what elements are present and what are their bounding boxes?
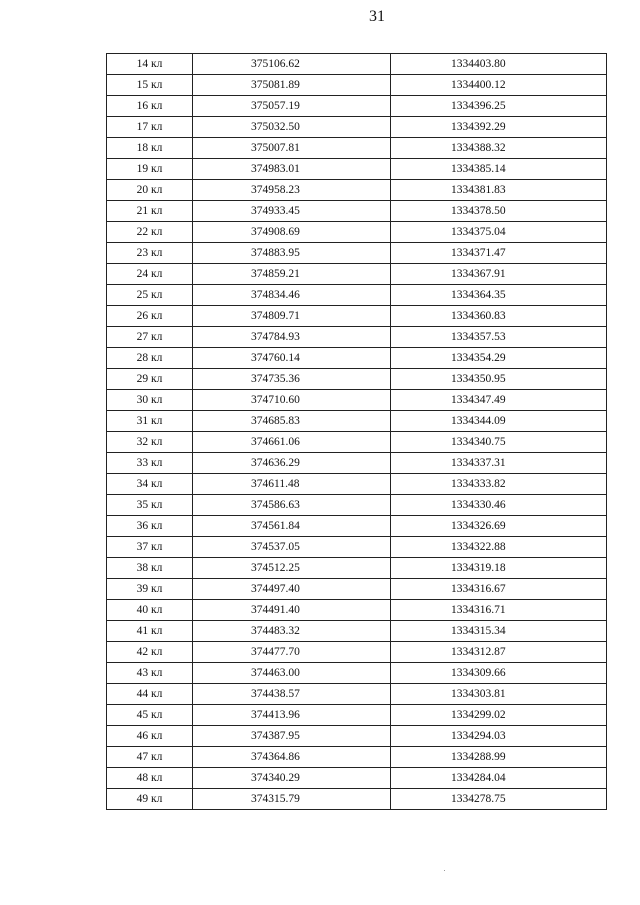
y-coordinate-cell: 1334326.69: [391, 516, 607, 537]
point-label-cell: 37 кл: [107, 537, 193, 558]
table-row: [107, 327, 607, 348]
table-row: [107, 285, 607, 306]
table-row: [107, 768, 607, 789]
table-row: [107, 264, 607, 285]
table-row: [107, 642, 607, 663]
x-coordinate-cell: 374364.86: [193, 747, 391, 768]
x-coordinate-cell: 374413.96: [193, 705, 391, 726]
y-coordinate-cell: 1334367.91: [391, 264, 607, 285]
y-coordinate-cell: 1334350.95: [391, 369, 607, 390]
table-row: [107, 369, 607, 390]
y-coordinate-cell: 1334303.81: [391, 684, 607, 705]
x-coordinate-cell: 374491.40: [193, 600, 391, 621]
x-coordinate-cell: 374661.06: [193, 432, 391, 453]
y-coordinate-cell: 1334299.02: [391, 705, 607, 726]
point-label-cell: 30 кл: [107, 390, 193, 411]
table-row: [107, 747, 607, 768]
x-coordinate-cell: 374477.70: [193, 642, 391, 663]
x-coordinate-cell: 374760.14: [193, 348, 391, 369]
table-row: [107, 201, 607, 222]
y-coordinate-cell: 1334378.50: [391, 201, 607, 222]
point-label-cell: 47 кл: [107, 747, 193, 768]
table-row: [107, 117, 607, 138]
y-coordinate-cell: 1334392.29: [391, 117, 607, 138]
point-label-cell: 14 кл: [107, 54, 193, 75]
y-coordinate-cell: 1334288.99: [391, 747, 607, 768]
table-row: [107, 96, 607, 117]
coordinates-table: [106, 53, 607, 810]
x-coordinate-cell: 374735.36: [193, 369, 391, 390]
point-label-cell: 22 кл: [107, 222, 193, 243]
point-label-cell: 41 кл: [107, 621, 193, 642]
x-coordinate-cell: 374438.57: [193, 684, 391, 705]
x-coordinate-cell: 375081.89: [193, 75, 391, 96]
table-row: [107, 705, 607, 726]
point-label-cell: 34 кл: [107, 474, 193, 495]
x-coordinate-cell: 375032.50: [193, 117, 391, 138]
x-coordinate-cell: 374933.45: [193, 201, 391, 222]
x-coordinate-cell: 374636.29: [193, 453, 391, 474]
x-coordinate-cell: 374463.00: [193, 663, 391, 684]
y-coordinate-cell: 1334385.14: [391, 159, 607, 180]
x-coordinate-cell: 374809.71: [193, 306, 391, 327]
page-number: 31: [369, 8, 385, 25]
x-coordinate-cell: 374611.48: [193, 474, 391, 495]
y-coordinate-cell: 1334347.49: [391, 390, 607, 411]
point-label-cell: 49 кл: [107, 789, 193, 810]
point-label-cell: 33 кл: [107, 453, 193, 474]
point-label-cell: 15 кл: [107, 75, 193, 96]
y-coordinate-cell: 1334278.75: [391, 789, 607, 810]
x-coordinate-cell: 374859.21: [193, 264, 391, 285]
x-coordinate-cell: 375106.62: [193, 54, 391, 75]
y-coordinate-cell: 1334371.47: [391, 243, 607, 264]
table-row: [107, 621, 607, 642]
x-coordinate-cell: 374497.40: [193, 579, 391, 600]
y-coordinate-cell: 1334354.29: [391, 348, 607, 369]
x-coordinate-cell: 374784.93: [193, 327, 391, 348]
scan-speck: [444, 870, 445, 871]
table-row: [107, 411, 607, 432]
y-coordinate-cell: 1334294.03: [391, 726, 607, 747]
point-label-cell: 44 кл: [107, 684, 193, 705]
point-label-cell: 39 кл: [107, 579, 193, 600]
point-label-cell: 21 кл: [107, 201, 193, 222]
y-coordinate-cell: 1334316.71: [391, 600, 607, 621]
table-row: [107, 348, 607, 369]
y-coordinate-cell: 1334388.32: [391, 138, 607, 159]
point-label-cell: 42 кл: [107, 642, 193, 663]
y-coordinate-cell: 1334284.04: [391, 768, 607, 789]
y-coordinate-cell: 1334309.66: [391, 663, 607, 684]
y-coordinate-cell: 1334344.09: [391, 411, 607, 432]
table-row: [107, 138, 607, 159]
y-coordinate-cell: 1334403.80: [391, 54, 607, 75]
point-label-cell: 36 кл: [107, 516, 193, 537]
point-label-cell: 29 кл: [107, 369, 193, 390]
y-coordinate-cell: 1334319.18: [391, 558, 607, 579]
point-label-cell: 45 кл: [107, 705, 193, 726]
table-row: [107, 726, 607, 747]
table-row: [107, 432, 607, 453]
point-label-cell: 48 кл: [107, 768, 193, 789]
table-row: [107, 222, 607, 243]
y-coordinate-cell: 1334312.87: [391, 642, 607, 663]
table-row: [107, 600, 607, 621]
table-row: [107, 558, 607, 579]
table-row: [107, 684, 607, 705]
y-coordinate-cell: 1334337.31: [391, 453, 607, 474]
table-row: [107, 537, 607, 558]
y-coordinate-cell: 1334330.46: [391, 495, 607, 516]
x-coordinate-cell: 374340.29: [193, 768, 391, 789]
table-row: [107, 306, 607, 327]
table-row: [107, 75, 607, 96]
point-label-cell: 43 кл: [107, 663, 193, 684]
point-label-cell: 18 кл: [107, 138, 193, 159]
x-coordinate-cell: 375057.19: [193, 96, 391, 117]
point-label-cell: 19 кл: [107, 159, 193, 180]
point-label-cell: 23 кл: [107, 243, 193, 264]
table-row: [107, 390, 607, 411]
y-coordinate-cell: 1334381.83: [391, 180, 607, 201]
x-coordinate-cell: 374315.79: [193, 789, 391, 810]
point-label-cell: 25 кл: [107, 285, 193, 306]
x-coordinate-cell: 374685.83: [193, 411, 391, 432]
x-coordinate-cell: 374586.63: [193, 495, 391, 516]
table-row: [107, 54, 607, 75]
point-label-cell: 32 кл: [107, 432, 193, 453]
table-row: [107, 243, 607, 264]
x-coordinate-cell: 374834.46: [193, 285, 391, 306]
y-coordinate-cell: 1334396.25: [391, 96, 607, 117]
point-label-cell: 46 кл: [107, 726, 193, 747]
y-coordinate-cell: 1334333.82: [391, 474, 607, 495]
table-row: [107, 180, 607, 201]
x-coordinate-cell: 374387.95: [193, 726, 391, 747]
x-coordinate-cell: 374537.05: [193, 537, 391, 558]
x-coordinate-cell: 374561.84: [193, 516, 391, 537]
point-label-cell: 31 кл: [107, 411, 193, 432]
table-row: [107, 474, 607, 495]
coordinates-table-body: [107, 54, 607, 810]
y-coordinate-cell: 1334357.53: [391, 327, 607, 348]
y-coordinate-cell: 1334315.34: [391, 621, 607, 642]
y-coordinate-cell: 1334360.83: [391, 306, 607, 327]
point-label-cell: 24 кл: [107, 264, 193, 285]
point-label-cell: 26 кл: [107, 306, 193, 327]
table-row: [107, 453, 607, 474]
point-label-cell: 20 кл: [107, 180, 193, 201]
x-coordinate-cell: 374483.32: [193, 621, 391, 642]
x-coordinate-cell: 374710.60: [193, 390, 391, 411]
x-coordinate-cell: 374958.23: [193, 180, 391, 201]
y-coordinate-cell: 1334364.35: [391, 285, 607, 306]
table-row: [107, 789, 607, 810]
x-coordinate-cell: 374983.01: [193, 159, 391, 180]
y-coordinate-cell: 1334316.67: [391, 579, 607, 600]
x-coordinate-cell: 375007.81: [193, 138, 391, 159]
x-coordinate-cell: 374883.95: [193, 243, 391, 264]
table-row: [107, 579, 607, 600]
y-coordinate-cell: 1334375.04: [391, 222, 607, 243]
x-coordinate-cell: 374512.25: [193, 558, 391, 579]
point-label-cell: 28 кл: [107, 348, 193, 369]
y-coordinate-cell: 1334400.12: [391, 75, 607, 96]
table-row: [107, 495, 607, 516]
point-label-cell: 17 кл: [107, 117, 193, 138]
point-label-cell: 40 кл: [107, 600, 193, 621]
point-label-cell: 16 кл: [107, 96, 193, 117]
y-coordinate-cell: 1334322.88: [391, 537, 607, 558]
x-coordinate-cell: 374908.69: [193, 222, 391, 243]
point-label-cell: 38 кл: [107, 558, 193, 579]
table-row: [107, 516, 607, 537]
point-label-cell: 27 кл: [107, 327, 193, 348]
table-row: [107, 663, 607, 684]
y-coordinate-cell: 1334340.75: [391, 432, 607, 453]
point-label-cell: 35 кл: [107, 495, 193, 516]
table-row: [107, 159, 607, 180]
